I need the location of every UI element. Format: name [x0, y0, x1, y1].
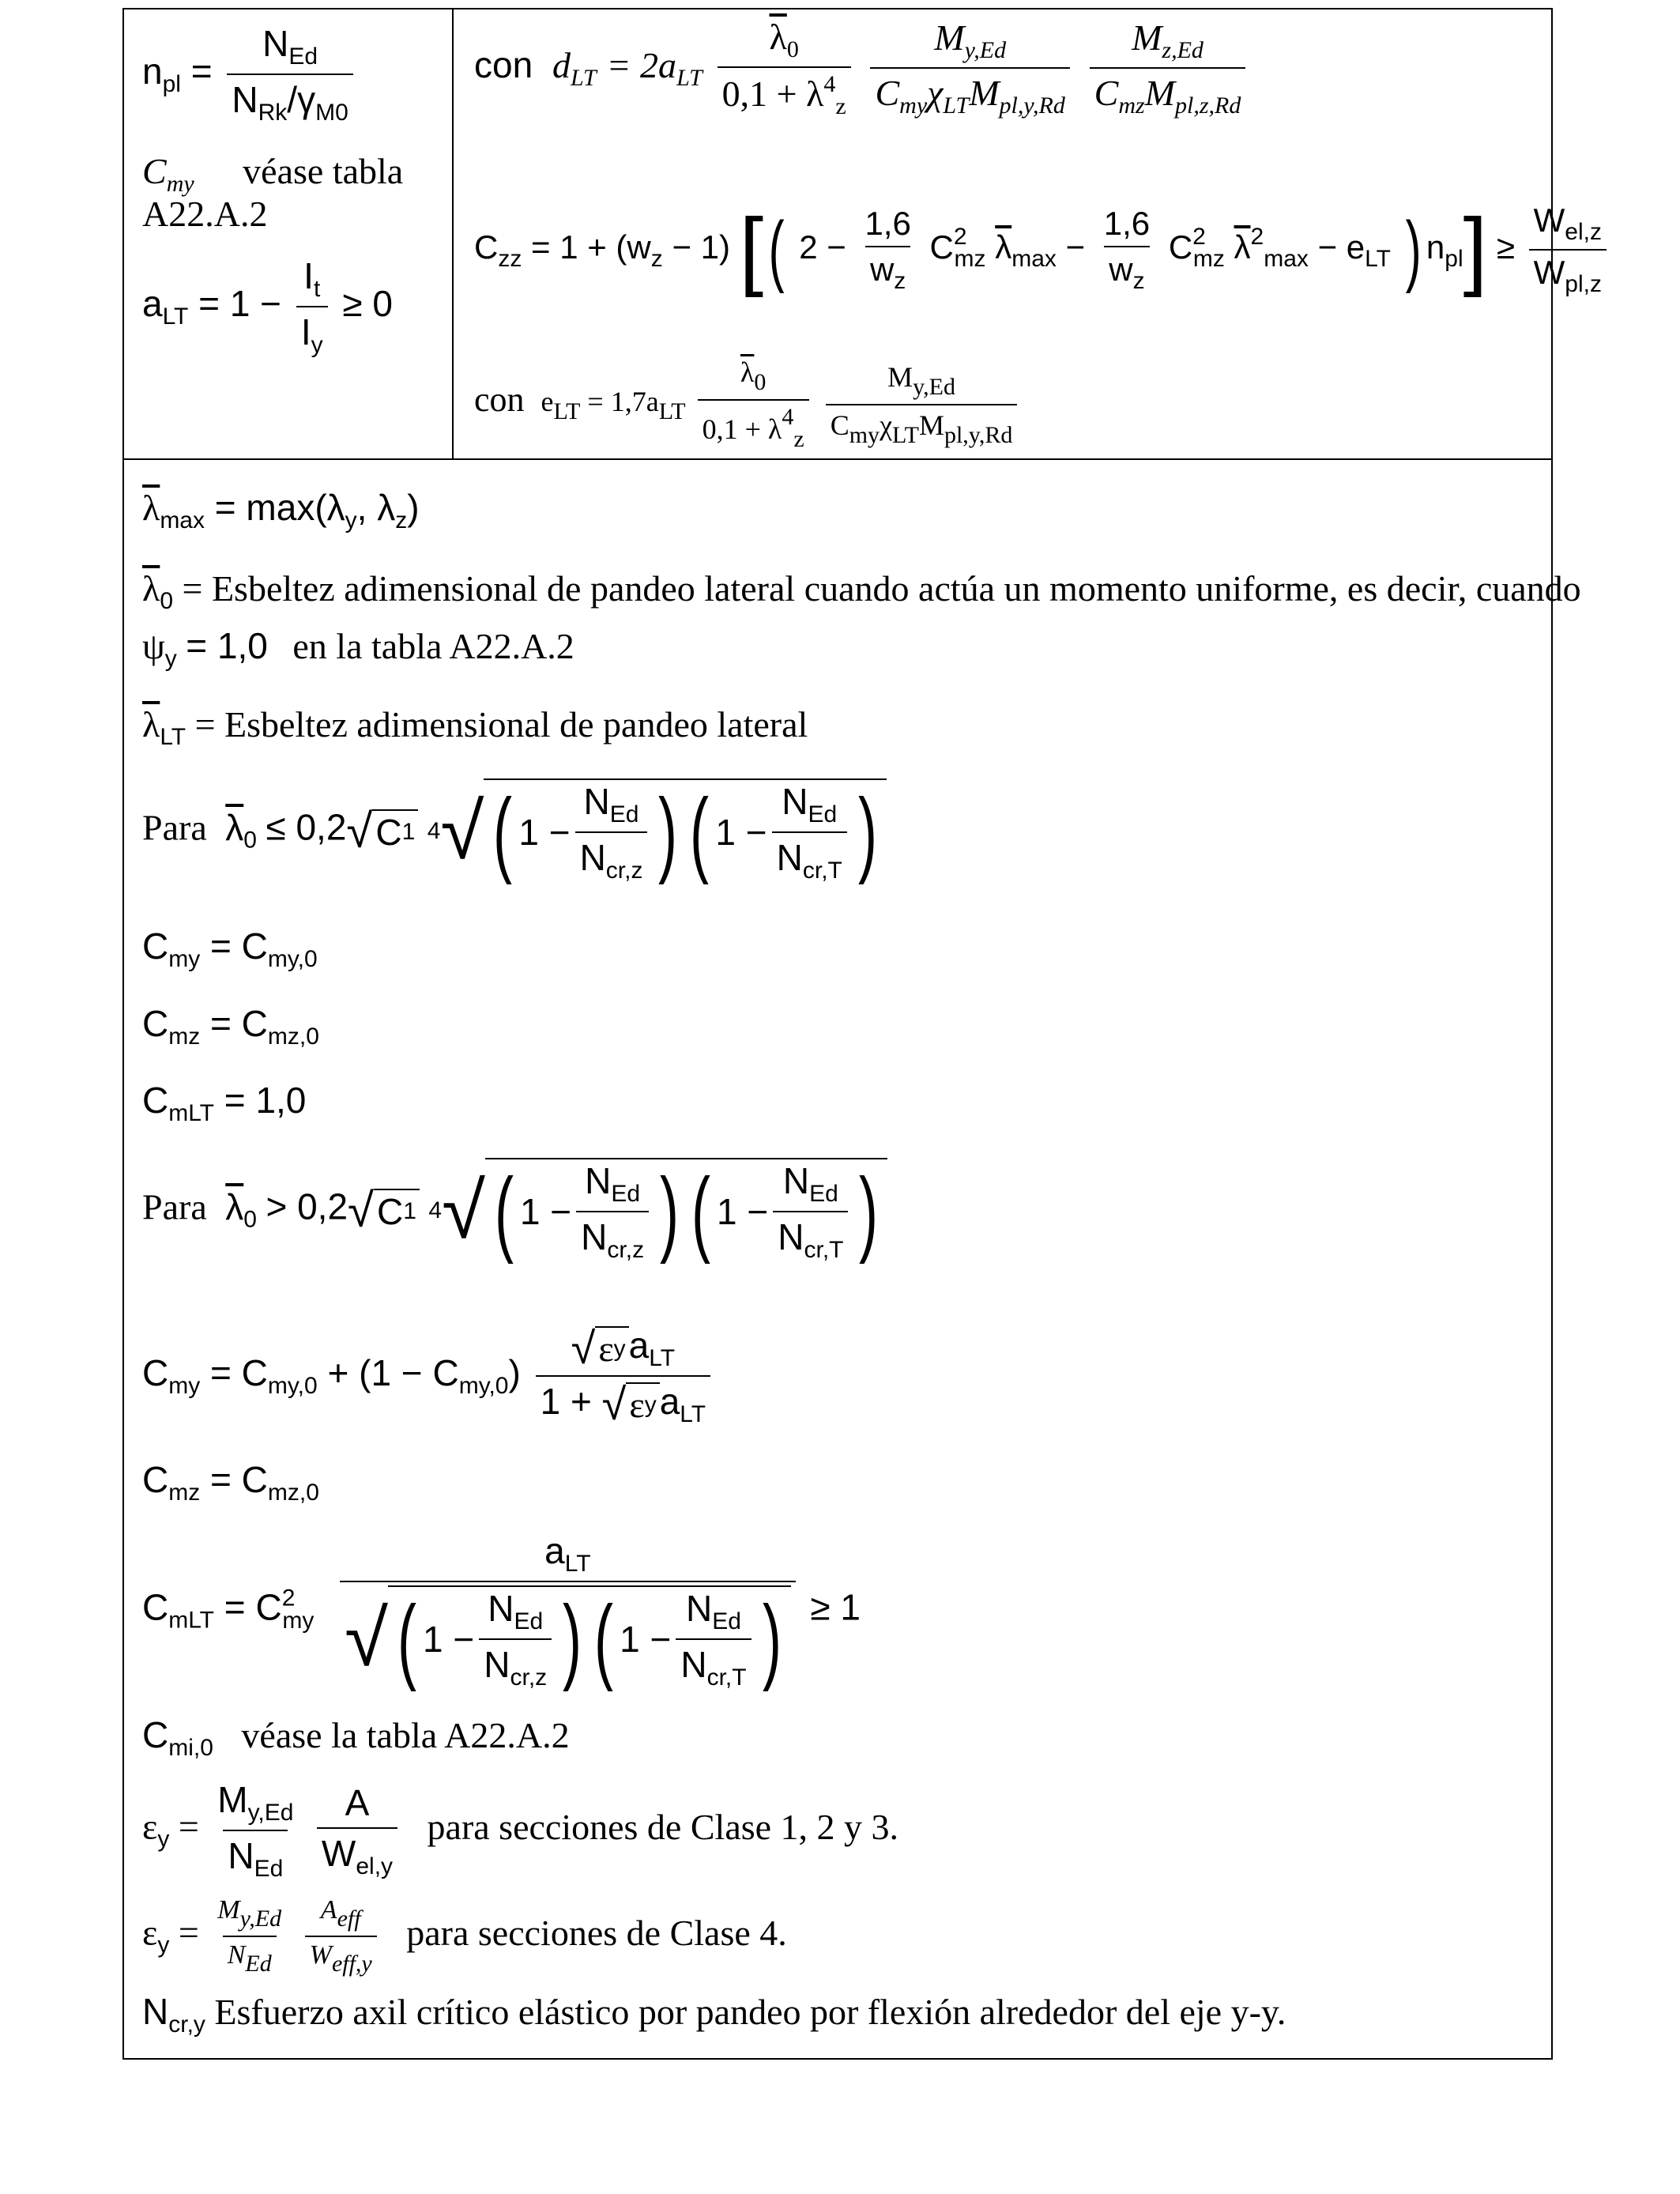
lambdaLT-def: $\overline{\lambda}_{LT}$ = Esbeltez adimensional de pandeo lateral — [142, 704, 808, 750]
npl-formula: $n_{pl}$ = $\frac{N_{Ed}}{N_{Rk}/\gamma_{M0}}$ — [142, 22, 358, 126]
cmy-eq-2: $C_{my} = C_{my,0} + (1 - C_{my,0})$ √ ε y $a_{LT}$ 1 + √ ε y $a_{LT}$ — [142, 1324, 715, 1428]
cmy-eq-1: $C_{my} = C_{my,0}$ — [142, 925, 318, 972]
cmlt-eq-1: $C_{mLT} = 1,0$ — [142, 1080, 307, 1126]
ncry-def: $N_{cr,y}$ Esfuerzo axil crítico elástico por pandeo por flexión alrededor del eje y-y. — [142, 1991, 1286, 2038]
lambda0-def: $\overline{\lambda}_0$ = Esbeltez adimensional de pandeo lateral cuando actúa un momento uniforme, es decir, cuando — [142, 568, 1581, 614]
cmy-note: $C_{my}$ véase tabla — [142, 151, 404, 197]
lambda-max: $\overline{\lambda}_{max} = \max(\lambda_y$, $\lambda_z$) — [142, 487, 420, 533]
psi-def: $\psi_y = 1,0$ en la tabla A22.A.2 — [142, 625, 574, 672]
alt-formula: $a_{LT} = 1$ − $\frac{I_t}{I_y}$ ≥ 0 — [142, 255, 393, 358]
cmlt-eq-2: $C_{mLT} = C^2_{my}$ $a_{LT}$ √ ( 1 − $\frac{N_{Ed}}{N_{cr,z}}$ ) ( 1 − $\frac{N_{Ed}}{N_{cr,T}}$ ) ≥ 1 — [142, 1530, 861, 1692]
eps-class4: $\varepsilon_y$ = $\frac{My,Ed}{\text{NEd}}$ $\frac{\text{Aeff}}{\text{Weff,y}}$ para secciones de Clase 4. — [142, 1895, 787, 1977]
dlt-formula: con $d_{LT} = 2a_{LT}$ $\frac{\overline{\lambda}_0}{0,1 + \lambda^4_z}$ $\frac{M_{y,Ed}}{C_{my}\chi_{LT}M_{pl,y,Rd}}$ $\frac{M_{z,Ed}}{C_{mz}M_{pl,z,Rd}}$ — [474, 16, 1250, 120]
cmy-ref: A22.A.2 — [142, 194, 268, 234]
cmi0-note: $C_{mi,0}$ véase la tabla A22.A.2 — [142, 1714, 570, 1761]
elt-formula: con $e_{LT} = 1,7a_{LT}$ $\frac{\overline{\lambda}_0}{0,1 + \lambda^4_z}$ $\frac{M_{y,Ed}}{C_{my}\chi_{LT}M_{pl,y,Rd}}$ — [474, 356, 1022, 453]
cmz-eq-1: $C_{mz} = C_{mz,0}$ — [142, 1003, 319, 1050]
czz-formula: $C_{zz} = 1 + (w_z - 1)$ [( 2 − $\frac{1,6}{w_z}$ $C^2_{mz}$ $\overline{\lambda}_{max}$ − $\frac{1,6}{w_z}$ $C^2_{mz}$ $\overline{\lambda}^2_{max} - e_{LT}$ ) $n_{pl}$] ≥ $\frac{W_{el,z}}{W_{pl,z}}$ — [474, 202, 1611, 298]
para-condition-2: Para $\overline{\lambda}_0 > 0,2$ √ C 1 4 √ ( 1 − $\frac{N_{Ed}}{N_{cr,z}}$ ) ( 1 − $\frac{N_{Ed}}{N_{cr,T}}$ ) — [142, 1158, 887, 1264]
eps-class123: $\varepsilon_y$ = $\frac{M_{y,Ed}}{N_{Ed}}$ $\frac{A}{W_{el,y}}$ para secciones de Clase 1, 2 y 3. — [142, 1779, 899, 1882]
row-divider — [122, 458, 1553, 460]
cmz-eq-2: $C_{mz} = C_{mz,0}$ — [142, 1459, 319, 1506]
col-divider — [452, 8, 454, 459]
para-condition-1: Para $\overline{\lambda}_0 \le 0,2$ √ C 1 4 √ ( 1 − $\frac{N_{Ed}}{N_{cr,z}}$ ) ( 1 − $\frac{N_{Ed}}{N_{cr,T}}$ ) — [142, 778, 887, 884]
